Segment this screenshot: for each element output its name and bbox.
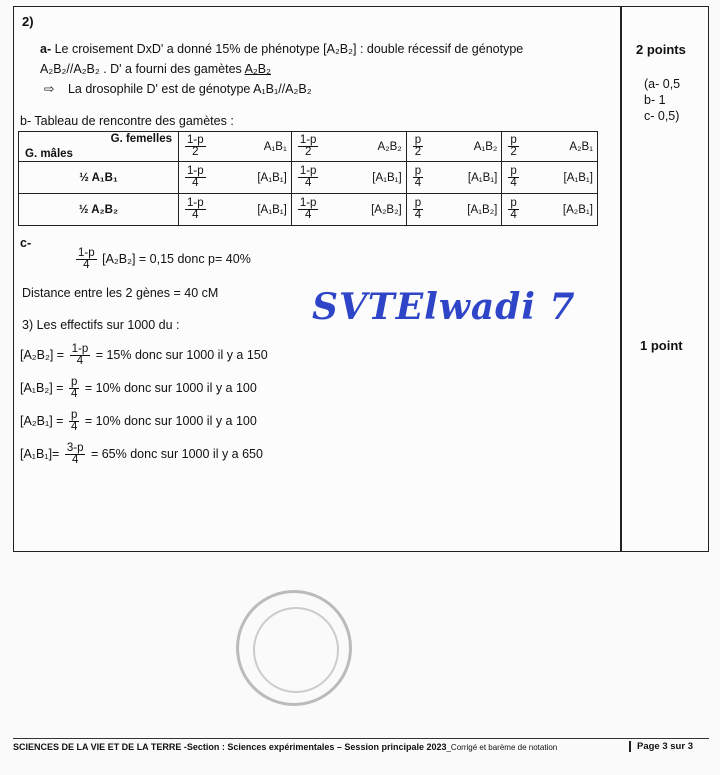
part-a-line3: [44, 81, 312, 96]
official-stamp: [236, 590, 352, 706]
table-cell: $\frac{p}{4}$ [A₂B₁]: [502, 194, 598, 226]
part-a-text2: . D' a fourni des gamètes: [103, 62, 242, 76]
table-cell: $\frac{p}{4}$ [A₁B₁]: [406, 162, 502, 194]
fraction: $\frac{3-p}{4}$: [66, 442, 84, 466]
table-cell: $\frac{1-p}{4}$ [A₂B₂]: [291, 194, 406, 226]
table-corner: [19, 132, 179, 162]
part-a-line2: [40, 62, 271, 76]
table-cell: $\frac{p}{4}$ [A₁B₁]: [502, 162, 598, 194]
q3-line: [A₂B₁] = $\frac{p}{4}$ = 10% donc sur 1000 il y a 100: [20, 409, 257, 433]
table-row: [19, 162, 598, 194]
fraction: $\frac{p}{4}$: [70, 409, 78, 433]
part-a-conclusion: La drosophile D' est de génotype A₁B₁//A₂B₂: [67, 82, 312, 96]
q3-title: 3) Les effectifs sur 1000 du :: [22, 318, 180, 332]
part-c-text: [A₂B₂] = 0,15 donc p= 40%: [102, 251, 251, 266]
table-cell: $\frac{p}{4}$ [A₁B₂]: [406, 194, 502, 226]
females-label: G. femelles: [110, 133, 172, 145]
header-cell: $\frac{1-p}{2}$ A₁B₁: [179, 132, 292, 162]
part-b-title: b- Tableau de rencontre des gamètes :: [20, 114, 234, 128]
row-label: ½ A₂B₂: [19, 194, 179, 226]
watermark: SVTElwadi 7: [312, 286, 576, 328]
table-cell: $\frac{1-p}{4}$ [A₁B₁]: [179, 194, 292, 226]
table-row: [19, 194, 598, 226]
page-footer: [13, 738, 709, 752]
fraction: $\frac{1-p}{4}$: [71, 343, 89, 367]
footer-subtext: _Corrigé et barème de notation: [446, 743, 558, 752]
arrow-icon: ⇨: [44, 82, 55, 96]
males-label: G. mâles: [25, 148, 73, 160]
part-a-label: a-: [40, 42, 52, 56]
header-cell: $\frac{p}{2}$ A₁B₂: [406, 132, 502, 162]
part-a-genotype: A₂B₂//A₂B₂: [40, 62, 100, 76]
header-cell: $\frac{p}{2}$ A₂B₁: [502, 132, 598, 162]
gene-distance: Distance entre les 2 gènes = 40 cM: [22, 286, 219, 300]
column-divider: [620, 6, 622, 552]
q3-line: [A₁B₂] = $\frac{p}{4}$ = 10% donc sur 1000 il y a 100: [20, 376, 257, 400]
gamete-table: [18, 131, 598, 226]
page-number: Page 3 sur 3: [629, 741, 693, 752]
q3-line: [A₂B₂] = $\frac{1-p}{4}$ = 15% donc sur 1000 il y a 150: [20, 343, 268, 367]
header-cell: $\frac{1-p}{2}$ A₂B₂: [291, 132, 406, 162]
fraction: $\frac{p}{4}$: [70, 376, 78, 400]
footer-text: SCIENCES DE LA VIE ET DE LA TERRE -Section : Sciences expérimentales – Session principale 2023: [13, 742, 447, 752]
part-a-text1: Le croisement DxD' a donné 15% de phénotype [A₂B₂] : double récessif de génotype: [54, 42, 524, 56]
row-label: ½ A₁B₁: [19, 162, 179, 194]
part-a-line1: [40, 42, 523, 56]
table-cell: $\frac{1-p}{4}$ [A₁B₁]: [179, 162, 292, 194]
part-c-equation: [74, 248, 251, 271]
q2-points: 2 points: [636, 42, 686, 57]
q3-points: 1 point: [640, 338, 683, 353]
question-number: 2): [22, 14, 34, 29]
q2-points-detail: (a- 0,5 b- 1 c- 0,5): [644, 77, 681, 123]
q3-line: [A₁B₁]= $\frac{3-p}{4}$ = 65% donc sur 1000 il y a 650: [20, 442, 263, 466]
part-c-label: c-: [20, 236, 32, 250]
fraction: $\frac{1-p}{4}$: [78, 247, 95, 271]
table-header-row: [19, 132, 598, 162]
table-cell: $\frac{1-p}{4}$ [A₁B₁]: [291, 162, 406, 194]
part-a-gamete: A₂B₂: [244, 62, 271, 76]
